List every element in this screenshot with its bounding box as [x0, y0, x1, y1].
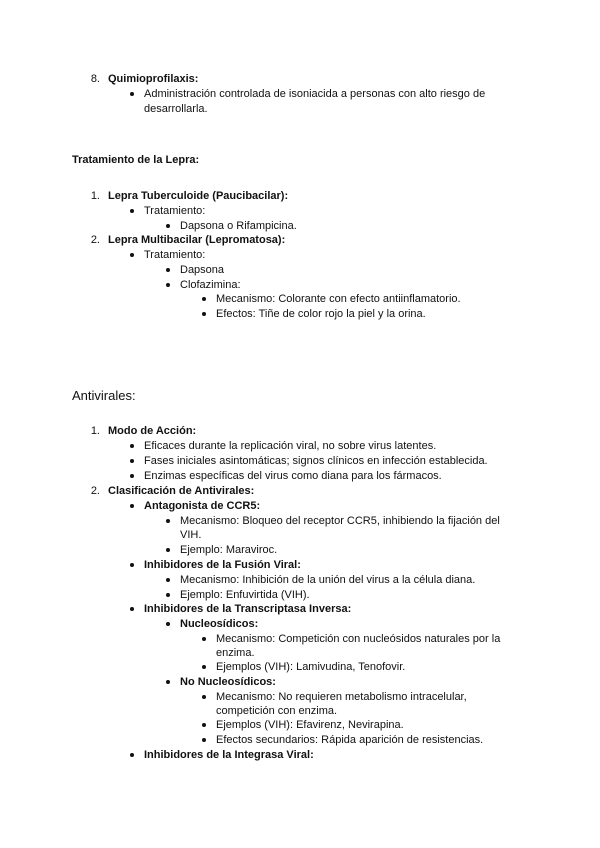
bullet-dot [130, 607, 134, 611]
quimioprofilaxis-title: Quimioprofilaxis: [108, 73, 199, 85]
ccr5-mecanismo-line2: VIH. [180, 529, 202, 541]
drug-item: Dapsona o Rifampicina. [180, 220, 297, 232]
ccr5-mecanismo-line1: Mecanismo: Bloqueo del receptor CCR5, inhibiendo la fijación del [180, 515, 500, 527]
tratamiento-label: Tratamiento: [144, 249, 206, 261]
bullet-dot [130, 92, 134, 96]
bullet-dot [166, 578, 170, 582]
bullet-dot [202, 665, 206, 669]
bullet-dot [166, 224, 170, 228]
clofazimina-efectos: Efectos: Tiñe de color rojo la piel y la orina. [216, 308, 426, 320]
integrasa-title: Inhibidores de la Integrasa Viral: [144, 749, 314, 761]
bullet-dot [130, 253, 134, 257]
bullet-dot [166, 268, 170, 272]
bullet-dot [130, 563, 134, 567]
bullet-dot [166, 283, 170, 287]
transcriptasa-title: Inhibidores de la Transcriptasa Inversa: [144, 603, 352, 615]
list-number: 2. [90, 485, 100, 497]
no-nucleosidicos-ejemplos: Ejemplos (VIH): Efavirenz, Nevirapina. [216, 719, 404, 731]
bullet-dot [202, 297, 206, 301]
clofazimina-mecanismo: Mecanismo: Colorante con efecto antiinflamatorio. [216, 293, 461, 305]
nucleosidicos-ejemplos: Ejemplos (VIH): Lamivudina, Tenofovir. [216, 661, 406, 673]
no-nucleosidicos-mecanismo-line2: competición con enzima. [216, 705, 338, 717]
tratamiento-label: Tratamiento: [144, 205, 206, 217]
quimioprofilaxis-desc-line2: desarrollarla. [144, 103, 208, 115]
drug-item: Clofazimina: [180, 279, 241, 291]
bullet-dot [202, 738, 206, 742]
bullet-dot [130, 753, 134, 757]
bullet-dot [130, 444, 134, 448]
list-number: 2. [90, 234, 100, 246]
bullet-dot [130, 459, 134, 463]
bullet-dot [166, 548, 170, 552]
drug-item: Dapsona [180, 264, 225, 276]
no-nucleosidicos-efectos: Efectos secundarios: Rápida aparición de resistencias. [216, 734, 484, 746]
bullet-dot [166, 593, 170, 597]
no-nucleosidicos-title: No Nucleosídicos: [180, 676, 276, 688]
nucleosidicos-mecanismo-line1: Mecanismo: Competición con nucleósidos naturales por la [216, 633, 501, 645]
list-number: 1. [90, 425, 100, 437]
fusion-title: Inhibidores de la Fusión Viral: [144, 559, 301, 571]
list-number: 1. [90, 190, 100, 202]
bullet-dot [166, 519, 170, 523]
bullet-dot [202, 637, 206, 641]
modo-accion-title: Modo de Acción: [108, 425, 197, 437]
ccr5-title: Antagonista de CCR5: [144, 500, 261, 512]
bullet-dot [130, 504, 134, 508]
fusion-ejemplo: Ejemplo: Enfuvirtida (VIH). [180, 589, 310, 601]
lepra-multibacilar-title: Lepra Multibacilar (Lepromatosa): [108, 234, 286, 246]
ccr5-ejemplo: Ejemplo: Maraviroc. [180, 544, 278, 556]
lepra-tuberculoide-title: Lepra Tuberculoide (Paucibacilar): [108, 190, 289, 202]
bullet-dot [202, 695, 206, 699]
no-nucleosidicos-mecanismo-line1: Mecanismo: No requieren metabolismo intracelular, [216, 691, 467, 703]
bullet-dot [202, 312, 206, 316]
bullet-dot [130, 474, 134, 478]
clasificacion-title: Clasificación de Antivirales: [108, 485, 255, 497]
modo-accion-item: Enzimas específicas del virus como diana para los fármacos. [144, 470, 442, 482]
bullet-dot [166, 622, 170, 626]
lepra-heading: Tratamiento de la Lepra: [72, 154, 200, 166]
bullet-dot [166, 680, 170, 684]
modo-accion-item: Eficaces durante la replicación viral, no sobre virus latentes. [144, 440, 437, 452]
list-number: 8. [90, 73, 100, 85]
bullet-dot [202, 723, 206, 727]
quimioprofilaxis-desc-line1: Administración controlada de isoniacida a personas con alto riesgo de [144, 88, 486, 100]
nucleosidicos-mecanismo-line2: enzima. [216, 647, 255, 659]
bullet-dot [130, 209, 134, 213]
nucleosidicos-title: Nucleosídicos: [180, 618, 259, 630]
fusion-mecanismo: Mecanismo: Inhibición de la unión del virus a la célula diana. [180, 574, 476, 586]
antivirales-heading: Antivirales: [72, 388, 136, 403]
modo-accion-item: Fases iniciales asintomáticas; signos clínicos en infección establecida. [144, 455, 488, 467]
